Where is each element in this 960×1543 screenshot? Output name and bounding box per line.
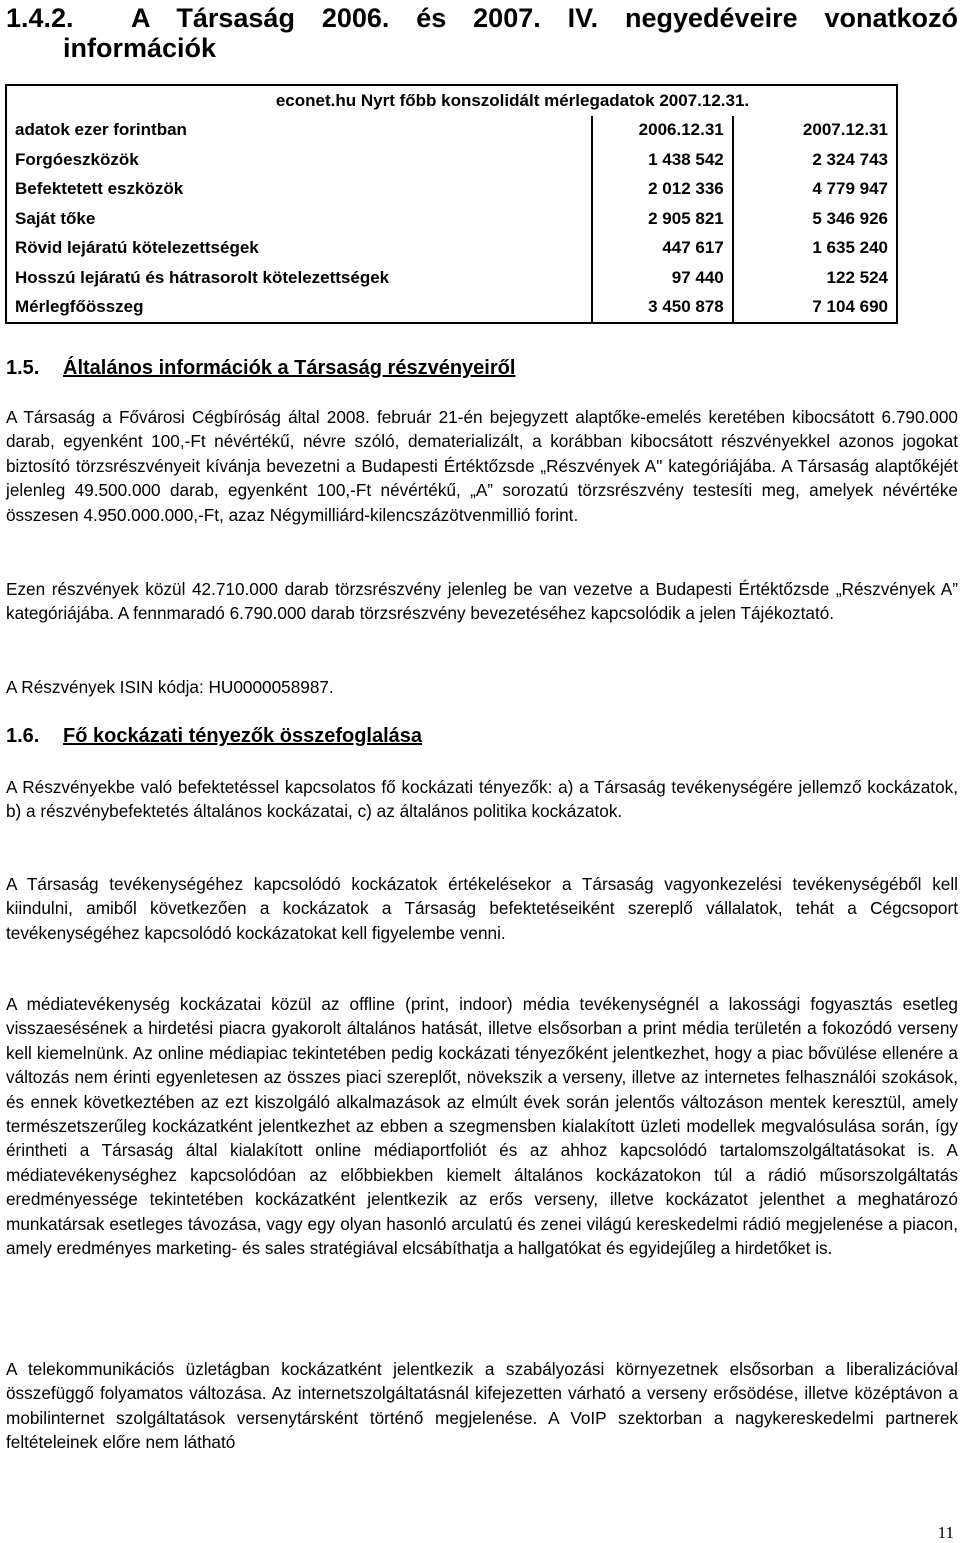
table-row bbox=[6, 204, 897, 234]
row-value-2007: 2 324 743 bbox=[733, 145, 897, 175]
paragraph: A Részvényekbe való befektetéssel kapcsolatos fő kockázati tényezők: a) a Társaság tevékenységére jellemző kockázatok, b) a részvénybefektetés általános kockázatai, c) az általános politika kockázatok. bbox=[6, 777, 958, 822]
section-number: 1.4.2. bbox=[6, 3, 74, 33]
page-number: 11 bbox=[937, 1523, 954, 1542]
row-label: Rövid lejáratú kötelezettségek bbox=[6, 234, 592, 264]
table-row bbox=[6, 293, 897, 324]
paragraph: A Részvények ISIN kódja: HU0000058987. bbox=[6, 677, 334, 697]
table-row bbox=[6, 175, 897, 205]
table-row bbox=[6, 145, 897, 175]
row-value-2006: 2 012 336 bbox=[592, 175, 733, 205]
row-label: Forgóeszközök bbox=[6, 145, 592, 175]
row-value-2007: 5 346 926 bbox=[733, 204, 897, 234]
table-caption-row bbox=[6, 85, 897, 116]
row-value-2006: 97 440 bbox=[592, 263, 733, 293]
balance-sheet-table bbox=[5, 84, 898, 324]
row-value-2006: 3 450 878 bbox=[592, 293, 733, 324]
row-value-2006: 2 905 821 bbox=[592, 204, 733, 234]
row-value-2007: 122 524 bbox=[733, 263, 897, 293]
section-number: 1.5. bbox=[6, 357, 40, 379]
paragraph: A telekommunikációs üzletágban kockázatként jelentkezik a szabályozási környezetnek elsősorban a liberalizációval összefüggő folyamatos változása. Az internetszolgáltatásnál kifejezetten várható a verseny erősödése, illetve középtávon a mobilinternet szolgáltatások versenytársként történő megjelenése. A VoIP szektorban a nagykereskedelmi partnerek feltételeinek előre nem látható bbox=[6, 1359, 958, 1453]
section-title-line1: A Társaság 2006. és 2007. IV. negyedéveire vonatkozó bbox=[131, 3, 958, 33]
paragraph: Ezen részvények közül 42.710.000 darab törzsrészvény jelenleg be van vezetve a Budapesti Értéktőzsde „Részvények A” kategóriájába. A fennmaradó 6.790.000 darab törzsrészvény bevezetéséhez kapcsolódik a jelen Tájékoztató. bbox=[6, 579, 958, 624]
section-heading-1-6 bbox=[6, 724, 422, 748]
section-heading-1-5 bbox=[6, 356, 515, 380]
header-2006: 2006.12.31 bbox=[592, 116, 733, 146]
row-label: Mérlegfőösszeg bbox=[6, 293, 592, 324]
table-row bbox=[6, 263, 897, 293]
header-2007: 2007.12.31 bbox=[733, 116, 897, 146]
row-value-2007: 7 104 690 bbox=[733, 293, 897, 324]
section-title: Fő kockázati tényezők összefoglalása bbox=[63, 725, 423, 747]
section-title: Általános információk a Társaság részvényeiről bbox=[63, 357, 516, 379]
table-caption: econet.hu Nyrt főbb konszolidált mérlegadatok 2007.12.31. bbox=[6, 85, 897, 116]
paragraph: A Társaság a Fővárosi Cégbíróság által 2008. február 21-én bejegyzett alaptőke-emelés keretében kibocsátott 6.790.000 darab, egyenként 100,-Ft névértékű, névre szóló, dematerializált, a korábban kibocsátott részvényekkel azonos jogokat biztosító törzsrészvényeit kívánja bevezetni a Budapesti Értéktőzsde „Részvények A" kategóriájába. A Társaság alaptőkéjét jelenleg 49.500.000 darab, egyenként 100,-Ft névértékű, „A” sorozatú törzsrészvény testesíti meg, amelyek névértéke összesen 4.950.000.000,-Ft, azaz Négymilliárd-kilencszázötvenmillió forint. bbox=[6, 407, 958, 525]
paragraph: A Társaság tevékenységéhez kapcsolódó kockázatok értékelésekor a Társaság vagyonkezelési tevékenységéből kell kiindulni, amiből következően a kockázatok a Társaság befektetéseiként szereplő vállalatok, tehát a Cégcsoport tevékenységéhez kapcsolódó kockázatokat kell figyelembe venni. bbox=[6, 874, 958, 943]
header-label: adatok ezer forintban bbox=[6, 116, 592, 146]
row-value-2007: 4 779 947 bbox=[733, 175, 897, 205]
row-value-2006: 447 617 bbox=[592, 234, 733, 264]
paragraph: A médiatevékenység kockázatai közül az offline (print, indoor) média tevékenységnél a lakossági fogyasztás esetleg visszaesésének a hirdetési piacra gyakorolt általános hatását, illetve elsősorban a print média területén a fokozódó verseny kell kiemelnünk. Az online médiapiac tekintetében pedig kockázati tényezőként jelentkezhet, hogy a piac bővülése ellenére a változás nem érinti egyenletesen az összes piaci szereplőt, növekszik a verseny, illetve az internetes felhasználói szokások, és ennek következtében az ezt kiszolgáló alkalmazások az elmúlt évek során jelentős változáson mentek keresztül, amely természetszerűleg kockázatként jelentkezhet az ebben a szegmensben kialakított üzleti modellek megvalósulása során, így érintheti a Társaság által kialakított online médiaportfoliót és az ahhoz kapcsolódó tartalomszolgáltatásokat is. A médiatevékenységhez kapcsolódóan az előbbiekben kiemelt általános kockázatokon túl a rádió műsorszolgáltatás eredményessége tekintetében kockázatként jelentkezik az erős verseny, illetve kockázatot jelenthet a meghatározó munkatársak esetleges távozása, vagy egy olyan hasonló arculatú és zenei világú kereskedelmi rádió megjelenése a piacon, amely eredményes marketing- és sales stratégiával elcsábíthatja a hallgatókat és egyidejűleg a hirdetőket is. bbox=[6, 994, 958, 1259]
section-title-line2: információk bbox=[63, 33, 217, 63]
row-value-2007: 1 635 240 bbox=[733, 234, 897, 264]
section-number: 1.6. bbox=[6, 725, 40, 747]
table-row bbox=[6, 234, 897, 264]
table-header-row bbox=[6, 116, 897, 146]
row-label: Hosszú lejáratú és hátrasorolt kötelezettségek bbox=[6, 263, 592, 293]
row-label: Befektetett eszközök bbox=[6, 175, 592, 205]
row-value-2006: 1 438 542 bbox=[592, 145, 733, 175]
row-label: Saját tőke bbox=[6, 204, 592, 234]
